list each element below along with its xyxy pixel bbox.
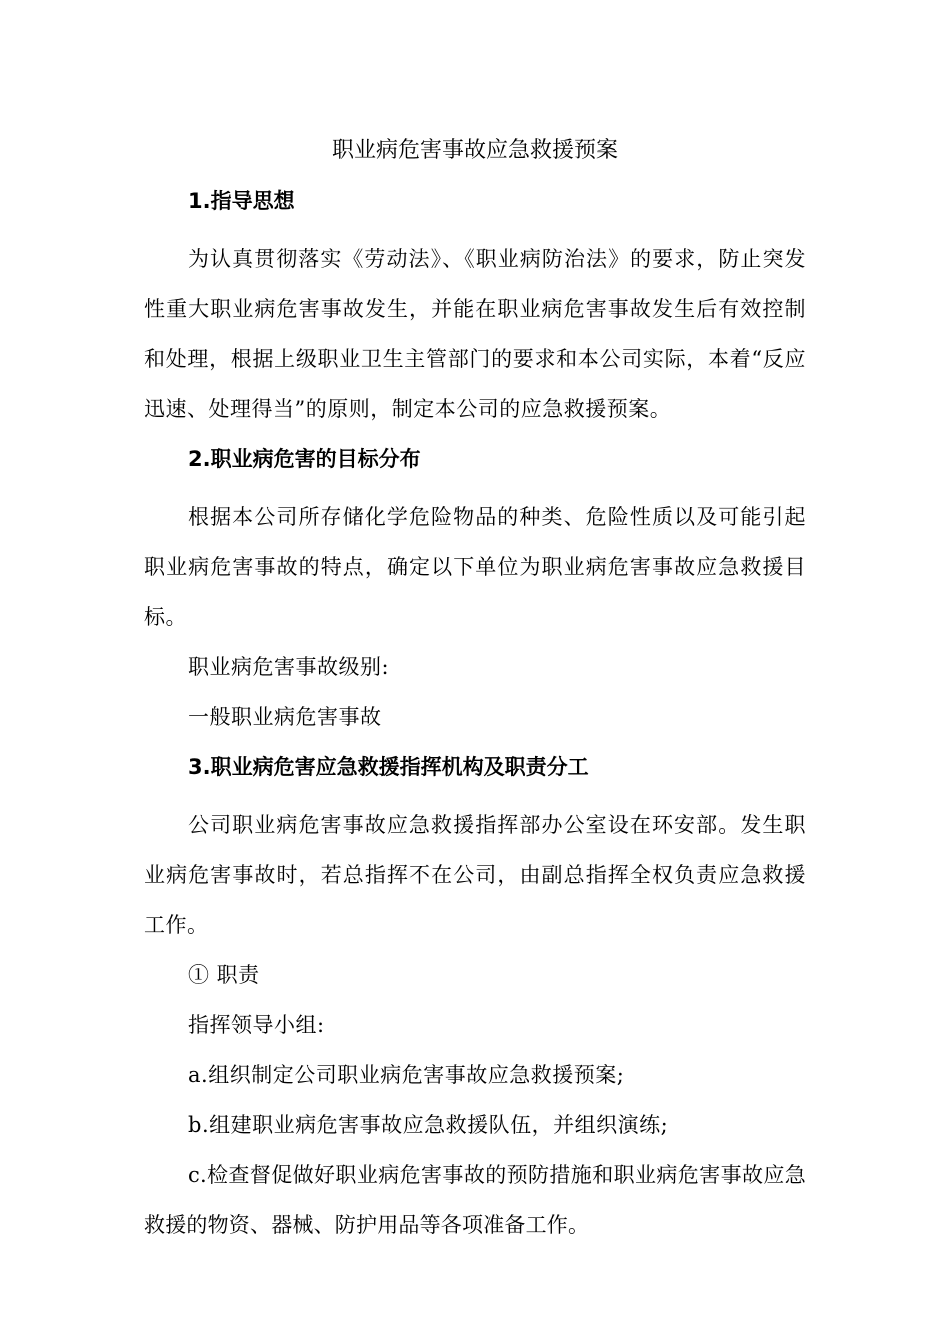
- section-paragraph-3: 公司职业病危害事故应急救援指挥部办公室设在环安部。发生职业病危害事故时，若总指挥不在公司，由副总指挥全权负责应急救援工作。: [144, 813, 806, 937]
- section-heading-1: 1.指导思想: [188, 189, 295, 213]
- duty-item-c: c.检查督促做好职业病危害事故的预防措施和职业病危害事故应急救援的物资、器械、防护用品等各项准备工作。: [144, 1163, 806, 1237]
- duties-label: ① 职责: [188, 963, 260, 987]
- accident-level-value: 一般职业病危害事故: [188, 705, 382, 729]
- section-paragraph-2: 根据本公司所存储化学危险物品的种类、危险性质以及可能引起职业病危害事故的特点，确定以下单位为职业病危害事故应急救援目标。: [144, 505, 806, 629]
- document-body: [144, 184, 806, 1250]
- section-heading-3: 3.职业病危害应急救援指挥机构及职责分工: [188, 755, 589, 779]
- document-title: 职业病危害事故应急救援预案: [331, 138, 618, 163]
- accident-level-label: 职业病危害事故级别:: [188, 655, 390, 679]
- section-heading-2: 2.职业病危害的目标分布: [188, 447, 421, 471]
- command-group-label: 指挥领导小组:: [188, 1013, 325, 1037]
- duty-item-b: b.组建职业病危害事故应急救援队伍，并组织演练;: [188, 1113, 669, 1137]
- section-paragraph-1: 为认真贯彻落实《劳动法》、《职业病防治法》的要求，防止突发性重大职业病危害事故发生，并能在职业病危害事故发生后有效控制和处理，根据上级职业卫生主管部门的要求和本公司实际，本着“反应迅速、处理得当”的原则，制定本公司的应急救援预案。: [144, 247, 806, 421]
- duty-item-a: a.组织制定公司职业病危害事故应急救援预案;: [188, 1063, 625, 1087]
